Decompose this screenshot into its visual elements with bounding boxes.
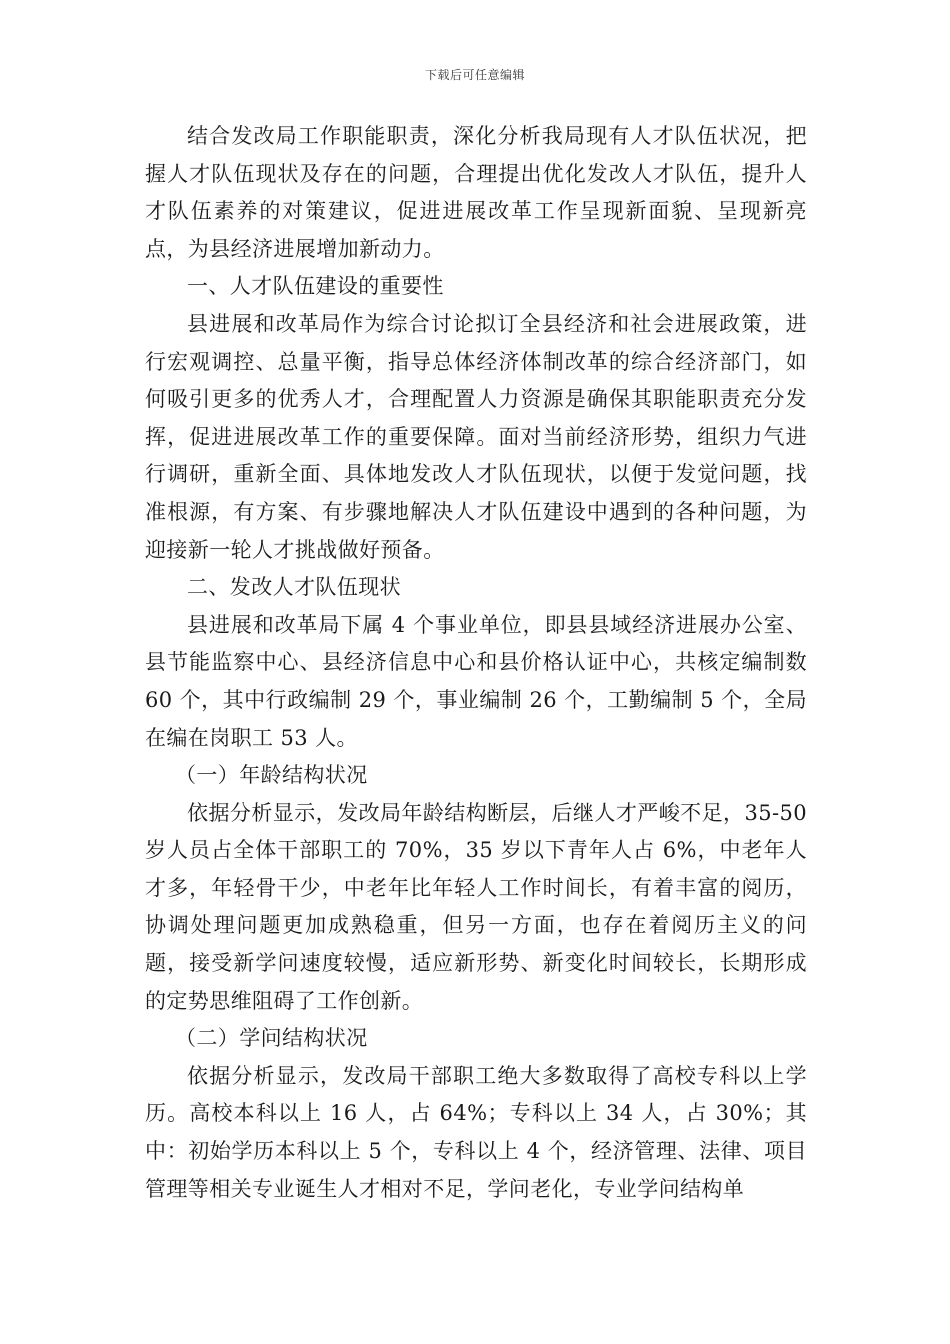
section-heading-2: 二、发改人才队伍现状: [187, 575, 401, 600]
document-body: [145, 118, 807, 1208]
section-heading-1: 一、人才队伍建设的重要性: [187, 274, 444, 299]
subsection-heading-knowledge: （二）学问结构状况: [175, 1026, 368, 1051]
section-2-paragraph: 县进展和改革局下属 4 个事业单位，即县县域经济进展办公室、县节能监察中心、县经济信息中心和县价格认证中心，共核定编制数 60 个，其中行政编制 29 个，事业编制 26 个，工勤编制 5 个，全局在编在岗职工 53 人。: [145, 612, 807, 750]
knowledge-structure-paragraph: 依据分析显示，发改局干部职工绝大多数取得了高校专科以上学历。高校本科以上 16 人，占 64%；专科以上 34 人，占 30%；其中：初始学历本科以上 5 个，专科以上 4 个，经济管理、法律、项目管理等相关专业诞生人才相对不足，学问老化，专业学问结构单: [145, 1063, 807, 1201]
age-structure-paragraph: 依据分析显示，发改局年龄结构断层，后继人才严峻不足，35-50 岁人员占全体干部职工的 70%，35 岁以下青年人占 6%，中老年人才多，年轻骨干少，中老年比年轻人工作时间长，有着丰富的阅历，协调处理问题更加成熟稳重，但另一方面，也存在着阅历主义的问题，接受新学问速度较慢，适应新形势、新变化时间较长，长期形成的定势思维阻碍了工作创新。: [145, 800, 807, 1013]
section-1-paragraph: 县进展和改革局作为综合讨论拟订全县经济和社会进展政策，进行宏观调控、总量平衡，指导总体经济体制改革的综合经济部门，如何吸引更多的优秀人才，合理配置人力资源是确保其职能职责充分发挥，促进进展改革工作的重要保障。面对当前经济形势，组织力气进行调研，重新全面、具体地发改人才队伍现状，以便于发觉问题，找准根源，有方案、有步骤地解决人才队伍建设中遇到的各种问题，为迎接新一轮人才挑战做好预备。: [145, 311, 807, 562]
intro-paragraph: 结合发改局工作职能职责，深化分析我局现有人才队伍状况，把握人才队伍现状及存在的问题，合理提出优化发改人才队伍，提升人才队伍素养的对策建议，促进进展改革工作呈现新面貌、呈现新亮点，为县经济进展增加新动力。: [145, 124, 807, 261]
subsection-heading-age: （一）年龄结构状况: [175, 763, 368, 788]
page-header-note: 下载后可任意编辑: [424, 68, 525, 82]
